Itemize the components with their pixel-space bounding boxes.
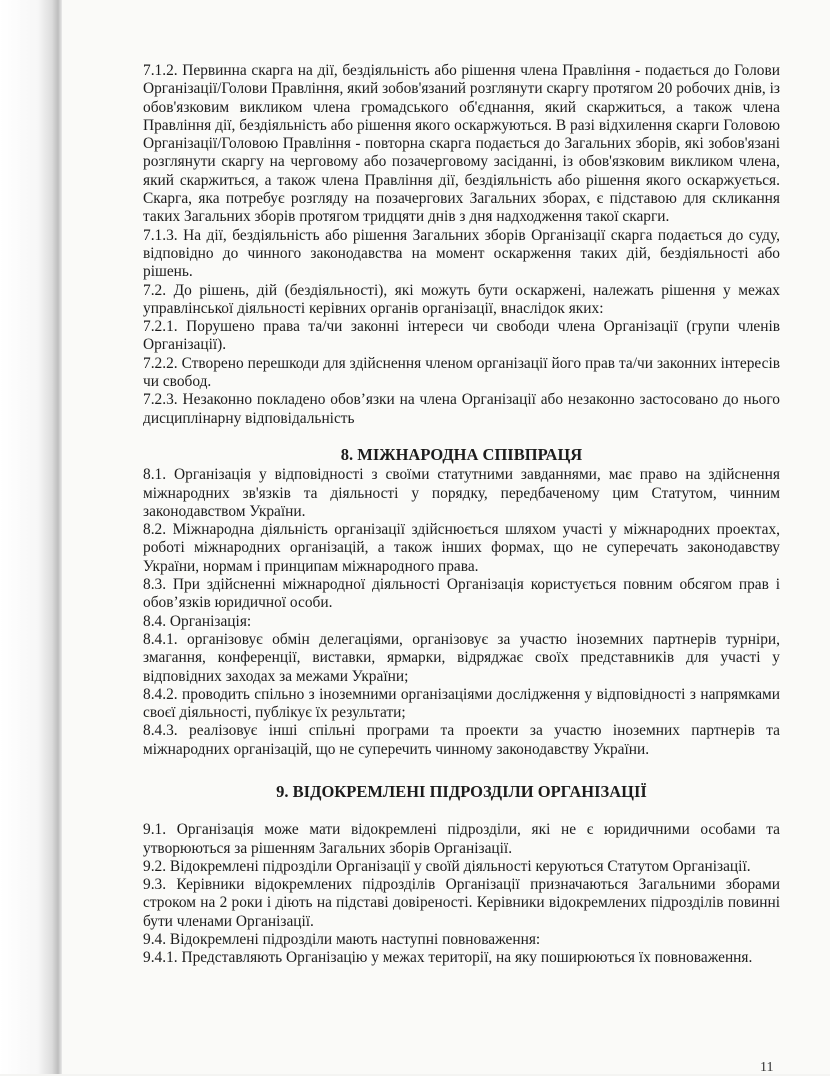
document-content [143, 62, 780, 968]
paragraph-8-3: 8.3. При здійсненні міжнародної діяльності Організація користується повним обсягом прав і обов’язків юридичної особи. [143, 576, 780, 612]
page-number: 11 [760, 1060, 774, 1075]
scan-binding-edge [0, 0, 62, 1074]
paragraph-8-4: 8.4. Організація: [143, 612, 252, 630]
section-8-heading: 8. МІЖНАРОДНА СПІВПРАЦЯ [340, 444, 583, 464]
paragraph-8-4-2: 8.4.2. проводить спільно з іноземними організаціями дослідження у відповідності з напрямками своєї діяльності, публікує їх результати; [143, 685, 780, 722]
paragraph-7-2-2: 7.2.2. Створено перешкоди для здійснення членом організації його прав та/чи законних інтересів чи свобод. [143, 354, 780, 391]
paragraph-8-1: 8.1. Організація у відповідності з своїми статутними завданнями, має право на здійснення міжнародних зв'язків та діяльності у порядку, передбаченому цим Статутом, чинним законодавством України. [143, 466, 780, 520]
paragraph-7-1-3: 7.1.3. На дії, бездіяльність або рішення Загальних зборів Організації скарга подається до суду, відповідно до чинного законодавства на момент оскарження таких дій, бездіяльності або рішень. [143, 226, 780, 281]
paragraph-7-2: 7.2. До рішень, дій (бездіяльності), які можуть бути оскаржені, належать рішення у межах управлінської діяльності керівних органів організації, внаслідок яких: [143, 281, 780, 317]
paragraph-8-4-3: 8.4.3. реалізовує інші спільні програми та проекти за участю іноземних партнерів та міжнародних організацій, що не суперечить чинному законодавству України. [143, 722, 780, 758]
section-9-heading: 9. ВІДОКРЕМЛЕНІ ПІДРОЗДІЛИ ОРГАНІЗАЦІЇ [276, 781, 647, 801]
paragraph-9-2: 9.2. Відокремлені підрозділи Організації у своїй діяльності керуються Статутом Організації. [143, 857, 751, 875]
paragraph-7-2-1: 7.2.1. Порушено права та/чи законні інтереси чи свободи члена Організації (групи членів Організації). [143, 318, 780, 354]
paragraph-8-4-1: 8.4.1. організовує обмін делегаціями, організовує за участю іноземних партнерів турніри, змагання, конференції, виставки, ярмарки, відряджає своїх представників для участі у відповідних заходах за межами України; [143, 630, 780, 685]
paragraph-7-1-2: 7.1.2. Первинна скарга на дії, бездіяльність або рішення члена Правління - подається до Голови Організації/Голови Правління, який зобов'язаний розглянути скаргу протягом 20 робочих днів, із обов'язковим викликом члена громадського об'єднання, який скаржиться, а також члена Правління дії, бездіяльність або рішення якого оскаржуються. В разі відхилення скарги Головою Організації/Головою Правління - повторна скарга подається до Загальних зборів, які зобов'язані розглянути скаргу на черговому або позачерговому засіданні, із обов'язковим викликом члена, який скаржиться, а також члена Правління дії, бездіяльність або рішення якого оскаржується. Скарга, яка потребує розгляду на позачергових Загальних зборах, є підставою для скликання таких Загальних зборів протягом тридцяти днів з дня надходження такої скарги. [143, 62, 780, 226]
paragraph-9-3: 9.3. Керівники відокремлених підрозділів Організації призначаються Загальними зборами строком на 2 роки і діють на підставі довіреності. Керівники відокремлених підрозділів повинні бути членами Організації. [143, 876, 780, 930]
paragraph-9-1: 9.1. Організація може мати відокремлені підрозділи, які не є юридичними особами та утворюються за рішенням Загальних зборів Організації. [143, 821, 780, 857]
paragraph-9-4: 9.4. Відокремлені підрозділи мають наступні повноваження: [143, 931, 541, 949]
paragraph-7-2-3: 7.2.3. Незаконно покладено обов’язки на члена Організації або незаконно застосовано до нього дисциплінарну відповідальність [143, 391, 780, 427]
paragraph-8-2: 8.2. Міжнародна діяльність організації здійснюється шляхом участі у міжнародних проектах, роботі міжнародних організацій, а також інших формах, що не суперечать законодавству України, нормам і принципам міжнародного права. [143, 521, 780, 575]
paragraph-9-4-1: 9.4.1. Представляють Організацію у межах території, на яку поширюються їх повноваження. [143, 949, 753, 967]
